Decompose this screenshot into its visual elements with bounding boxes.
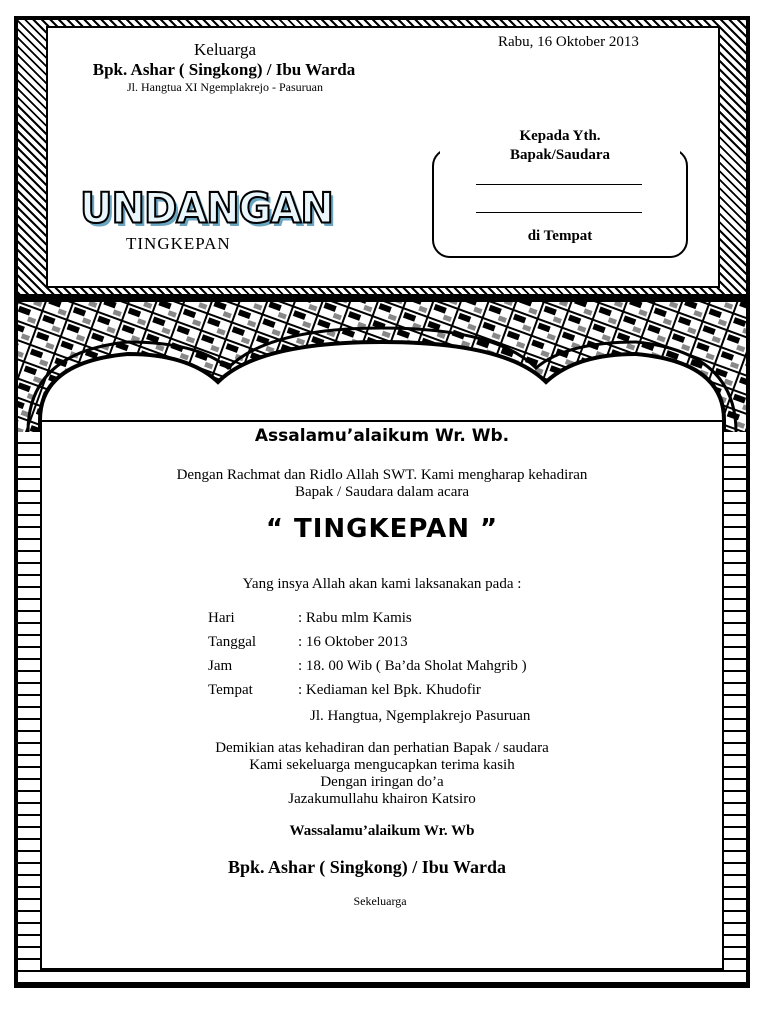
detail-label: Jam <box>208 657 233 674</box>
signature-name: Bpk. Ashar ( Singkong) / Ibu Warda <box>228 857 506 877</box>
event-details-table <box>208 606 527 702</box>
detail-label: Tempat <box>208 681 253 698</box>
sender-name: Bpk. Ashar ( Singkong) / Ibu Warda <box>92 60 356 79</box>
title-art-subtitle: TINGKEPAN <box>126 234 231 253</box>
intro-line-2: Bapak / Saudara dalam acara <box>294 484 470 500</box>
closing-line-3: Dengan iringan do’a <box>320 774 444 790</box>
venue-address: Jl. Hangtua, Ngemplakrejo Pasuruan <box>310 708 531 724</box>
detail-label: Hari <box>208 609 235 626</box>
detail-label: Tanggal <box>208 633 257 650</box>
recipient-blank-line <box>476 212 642 213</box>
recipient-addressee: Bapak/Saudara <box>440 147 680 164</box>
event-title: “ TINGKEPAN ” <box>265 514 499 544</box>
family-label: Keluarga <box>194 40 256 59</box>
schedule-lead-in: Yang insya Allah akan kami laksanakan pada : <box>242 576 522 592</box>
undangan-title-art: UNDANGAN <box>80 184 333 234</box>
recipient-place: di Tempat <box>527 228 593 244</box>
greeting: Assalamu’alaikum Wr. Wb. <box>254 426 510 446</box>
recipient-blank-line <box>476 184 642 185</box>
detail-value: : Rabu mlm Kamis <box>298 609 412 626</box>
closing-paragraph <box>40 740 724 808</box>
detail-row-place <box>208 678 527 702</box>
closing-line-1: Demikian atas kehadiran dan perhatian Bapak / saudara <box>215 740 549 756</box>
farewell: Wassalamu’alaikum Wr. Wb <box>289 823 475 839</box>
recipient-to-label: Kepada Yth. <box>519 128 601 144</box>
detail-row-date <box>208 630 527 654</box>
signature-suffix: Sekeluarga <box>353 894 407 908</box>
closing-line-4: Jazakumullahu khairon Katsiro <box>288 791 476 807</box>
detail-value: : Kediaman kel Bpk. Khudofir <box>298 681 481 698</box>
intro-line-1: Dengan Rachmat dan Ridlo Allah SWT. Kami mengharap kehadiran <box>176 467 588 483</box>
stained-glass-arches <box>18 302 746 432</box>
closing-line-2: Kami sekeluarga mengucapkan terima kasih <box>249 757 515 773</box>
detail-value: : 16 Oktober 2013 <box>298 633 408 650</box>
detail-row-day <box>208 606 527 630</box>
sender-address: Jl. Hangtua XI Ngemplakrejo - Pasuruan <box>127 80 323 94</box>
detail-value: : 18. 00 Wib ( Ba’da Sholat Mahgrib ) <box>298 657 527 674</box>
invitation-date: Rabu, 16 Oktober 2013 <box>498 34 639 50</box>
detail-row-time <box>208 654 527 678</box>
